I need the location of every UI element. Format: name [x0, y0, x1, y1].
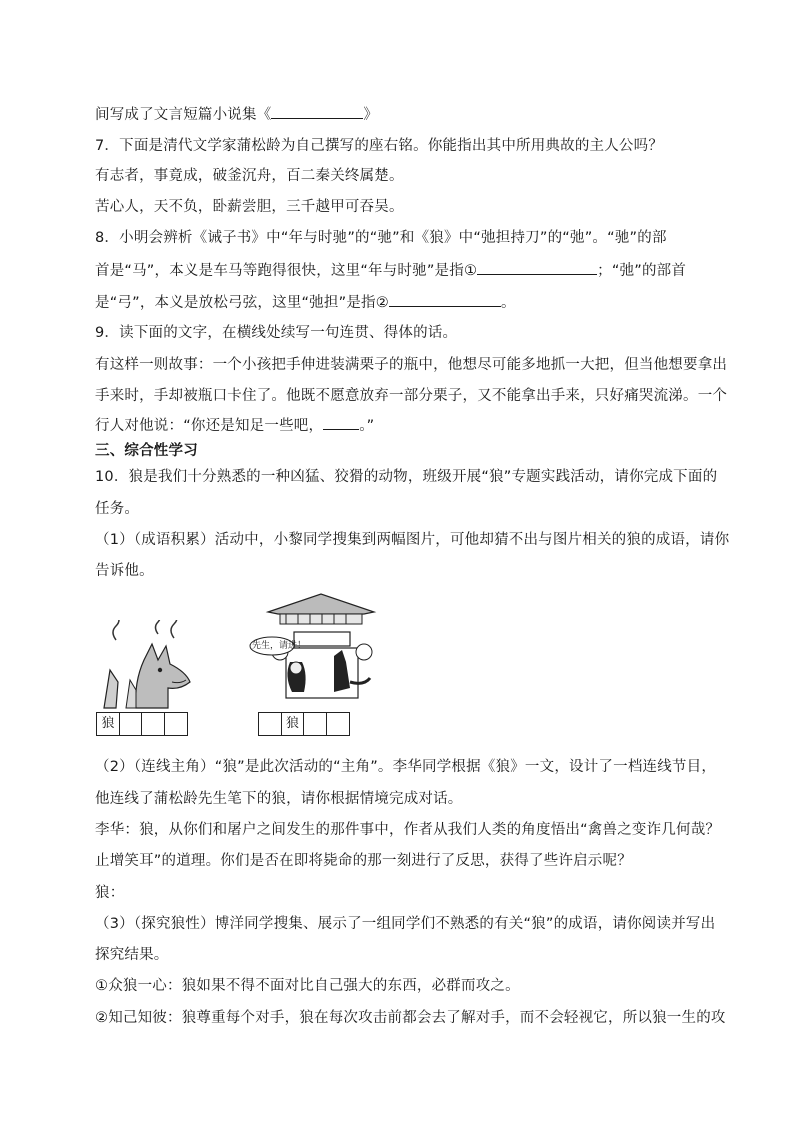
text-line: ②知己知彼：狼尊重每个对手，狼在每次攻击前都会去了解对手，而不会轻视它，所以狼一生的攻: [95, 1010, 726, 1026]
answer-box[interactable]: [119, 712, 143, 736]
question-7: 7．下面是清代文学家蒲松龄为自己撰写的座右铭。你能指出其中所用典故的主人公吗？: [95, 138, 664, 154]
wolf-picture-right: [246, 592, 396, 752]
text-line: 任务。: [95, 501, 140, 517]
text-line: 他连线了蒲松龄先生笔下的狼，请你根据情境完成对话。: [95, 791, 463, 807]
blank-line: [477, 260, 597, 275]
speech-bubble-text: 先生，请进！: [252, 641, 307, 651]
text-line: 行人对他说：“你还是知足一些吧， 。”: [95, 415, 374, 436]
answer-box: 狼: [281, 712, 305, 736]
text-line: 狼：: [95, 885, 125, 901]
text-line: 首是“马”，本义是车马等跑得很快，这里“年与时驰”是指① ；“弛”的部首: [95, 260, 686, 281]
blank-line: [389, 292, 501, 307]
answer-boxes-left: [96, 712, 186, 736]
text-line: （1）（成语积累）活动中，小黎同学搜集到两幅图片，可他却猜不出与图片相关的狼的成语，请你: [95, 532, 730, 548]
blank-line: [323, 415, 359, 430]
answer-box[interactable]: [303, 712, 327, 736]
question-10: 10．狼是我们十分熟悉的一种凶猛、狡猾的动物，班级开展“狼”专题实践活动，请你完成下面的: [95, 469, 718, 485]
text-line: 有这样一则故事：一个小孩把手伸进装满栗子的瓶中，他想尽可能多地抓一大把，但当他想要拿出: [95, 357, 728, 373]
answer-box[interactable]: [141, 712, 165, 736]
question-8: 8．小明会辨析《诫子书》中“年与时驰”的“驰”和《狼》中“弛担持刀”的“弛”。“驰”的部: [95, 230, 667, 246]
section-heading: 三、综合性学习: [95, 443, 198, 459]
question-9: 9．读下面的文字，在横线处续写一句连贯、得体的话。: [95, 325, 458, 341]
text-line: （3）（探究狼性）博洋同学搜集、展示了一组同学们不熟悉的有关“狼”的成语，请你阅读并写出: [95, 916, 716, 932]
wolf-picture-left: [96, 620, 206, 752]
house-wolf-icon: [246, 592, 396, 716]
answer-box: 狼: [96, 712, 120, 736]
text-line: 止增笑耳”的道理。你们是否在即将毙命的那一刻进行了反思，获得了些许启示呢？: [95, 853, 632, 869]
text-line: 告诉他。: [95, 563, 154, 579]
blank-line: [271, 104, 363, 119]
text-line: 有志者，事竟成，破釜沉舟，百二秦关终属楚。: [95, 168, 404, 184]
answer-boxes-right: [258, 712, 348, 736]
text-line: 间写成了文言短篇小说集《 》: [95, 104, 378, 125]
text-line: 探究结果。: [95, 947, 169, 963]
text-line: 手来时，手却被瓶口卡住了。他既不愿意放弃一部分栗子，又不能拿出手来，只好痛哭流涕。一个: [95, 388, 728, 404]
answer-box[interactable]: [164, 712, 188, 736]
text-line: 李华：狼，从你们和屠户之间发生的那件事中，作者从我们人类的角度悟出“禽兽之变诈几何哉？: [95, 822, 721, 838]
text-line: （2）（连线主角）“狼”是此次活动的“主角”。李华同学根据《狼》一文，设计了一档连线节目，: [95, 759, 717, 775]
text-line: ①众狼一心：狼如果不得不面对比自己强大的东西，必群而攻之。: [95, 978, 520, 994]
wolf-smoke-icon: [96, 620, 206, 724]
answer-box[interactable]: [326, 712, 350, 736]
answer-box[interactable]: [258, 712, 282, 736]
illustrations: [96, 592, 396, 752]
text-line: 是“弓”，本义是放松弓弦，这里“弛担”是指② 。: [95, 292, 516, 313]
text-line: 苦心人，天不负，卧薪尝胆，三千越甲可吞吴。: [95, 199, 404, 215]
